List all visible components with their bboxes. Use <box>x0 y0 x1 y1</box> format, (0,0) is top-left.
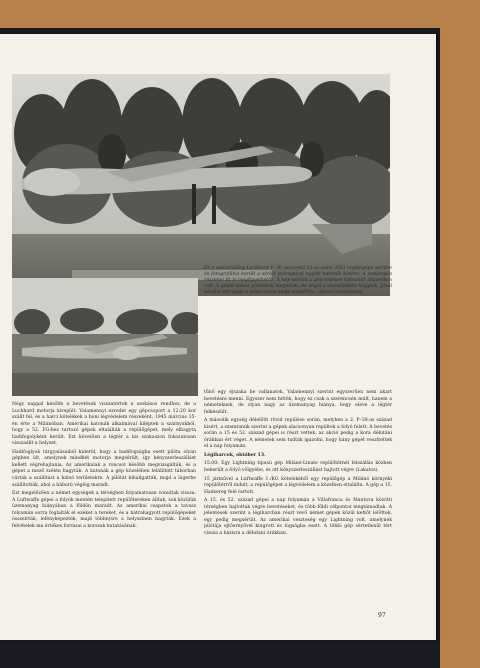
paragraph: Hadifoglyok tárgyalásaiból kiderül, hogy a hadifogságba esett pilóta olyan gépben ült, amelynek mindkét motorja megsérült, így kényszerleszállást kellett végrehajtania. Az amerikaiak a roncsot később megvizsgálták, és a gépet a mező szélén hagyták. A katonák a gép közelében felállított táborban várták a szállítást a hátsó területekre. A pilótát kihallgatták, majd a lágerbe szállították, ahol a háború végéig maradt. <box>12 449 196 488</box>
text-column-left <box>12 402 196 532</box>
paragraph: A második egység délelőtti rövid repülése során, melyben a 2. P–38-as század kísért, a szemtanúk szerint a gépek alacsonyan repültek a folyó felett. A bevetés során a 15 és 52. század gépei is részt vettek, az akció pedig a kora délutáni órákban ért véget. A németek sem tudták igazolni, hogy hány gépet veszítettek el a nap folyamán. <box>204 418 392 450</box>
paragraph: Ezt megelőzően a német egységek a térségben folyamatosan vonultak vissza. A Luftwaffe gépei a folyók mentén telepített repülőtereken álltak, sok közülük üzemanyag hiányában a földön maradt. Az amerikai csapatok a tavasz folyamán sorra foglalták el ezeket a tereket, és a hátrahagyott repülőgépeket összeírták, lefényképezték, majd többnyire a helyszínen hagyták. Ezek a felvételek ma értékes forrásai a korszak kutatásának. <box>12 491 196 529</box>
photo-caption: Ez a valószínűleg Luckhard F–3E nevezetű 13-as szám (NE) repülőgépe sérülve és fotografálva került a sérült szárnyaival együtt katonák kezére. A vadászgép részletei itt is megfigyelhetők. A kép szerint a gép teljesen kifosztott állapotban volt. A gépet sokan próbálták megnézni, de végül a szántóföldön hagyták. Jóval később lett végül a többi roncs mellé elszállítva. (Szerző archívuma) <box>204 266 392 296</box>
paragraph: tűnő egy éjszaka be vallanatok, Valamennyi szerint egyszerűen nem akart bevetésre menni. Egyszer nem hitték, hogy ez csak a szerencsén múlt, hanem a németeknek, de olyan nagy az üzemanyag hiánya, hogy eleve a légtér felkészült. <box>204 390 392 415</box>
page-number: 97 <box>378 612 386 619</box>
paragraph: Négy nappal később a bevetések visszatértek a szokásos rendhez, de a Luckhard motorja kirepült. Valamennyi ezredet egy gépcsoport a 12:20 kor szállt fel, és a harci kötelékek a honi légvédelem részeként, 1945 március 15-én érte a Milánóban. Amerikai katonák alkalmával kiléptek a szárnyakból, hogy a 52. FG-hez tartozó gépek eltalálták a repülőgépet, mely elhagyta hadifogolyként került. Ezt követően a légtér a kis szakaszon fokozatosan visszaállt a helyzet. <box>12 402 196 447</box>
text-column-right <box>204 390 392 539</box>
aircraft-photo-small <box>12 278 198 396</box>
paragraph: 15 járművel a Luftwaffe 1./KG kötelékéből egy repülőgép a Milánó környéki repülőtérről indult, a repülőgépet a légvédelem a közelben eltalálta. A gép a 15. Hadsereg felé tartott. <box>204 476 392 495</box>
book-page <box>0 34 436 640</box>
section-subhead: Légiharcok, október 13. <box>204 452 266 458</box>
paragraph: 15.00: Egy Lightning típusú gép Milánó-Linate repülőtérnél felszállás közben bekerült a folyó völgyébe, és ott kényszerleszállást hajtott végre (Lakatos). <box>204 461 392 474</box>
paragraph: A 15. és 52. század gépei a nap folyamán a Villafranca és Mantova közötti térségben hajtottak végre bevetéseket, és több földi célpontot megtámadtak. A jelentések szerint a légiharcban részt vevő német gépek közül kettőt lelőttek, egy pedig megsérült. Az amerikai veszteség egy Lightning volt, amelynek pilótája ejtőernyővel kiugrott és fogságba esett. A többi gép sértetlenül tért vissza a bázisra a délutáni órákban. <box>204 498 392 536</box>
aircraft-photo-large <box>12 74 390 296</box>
